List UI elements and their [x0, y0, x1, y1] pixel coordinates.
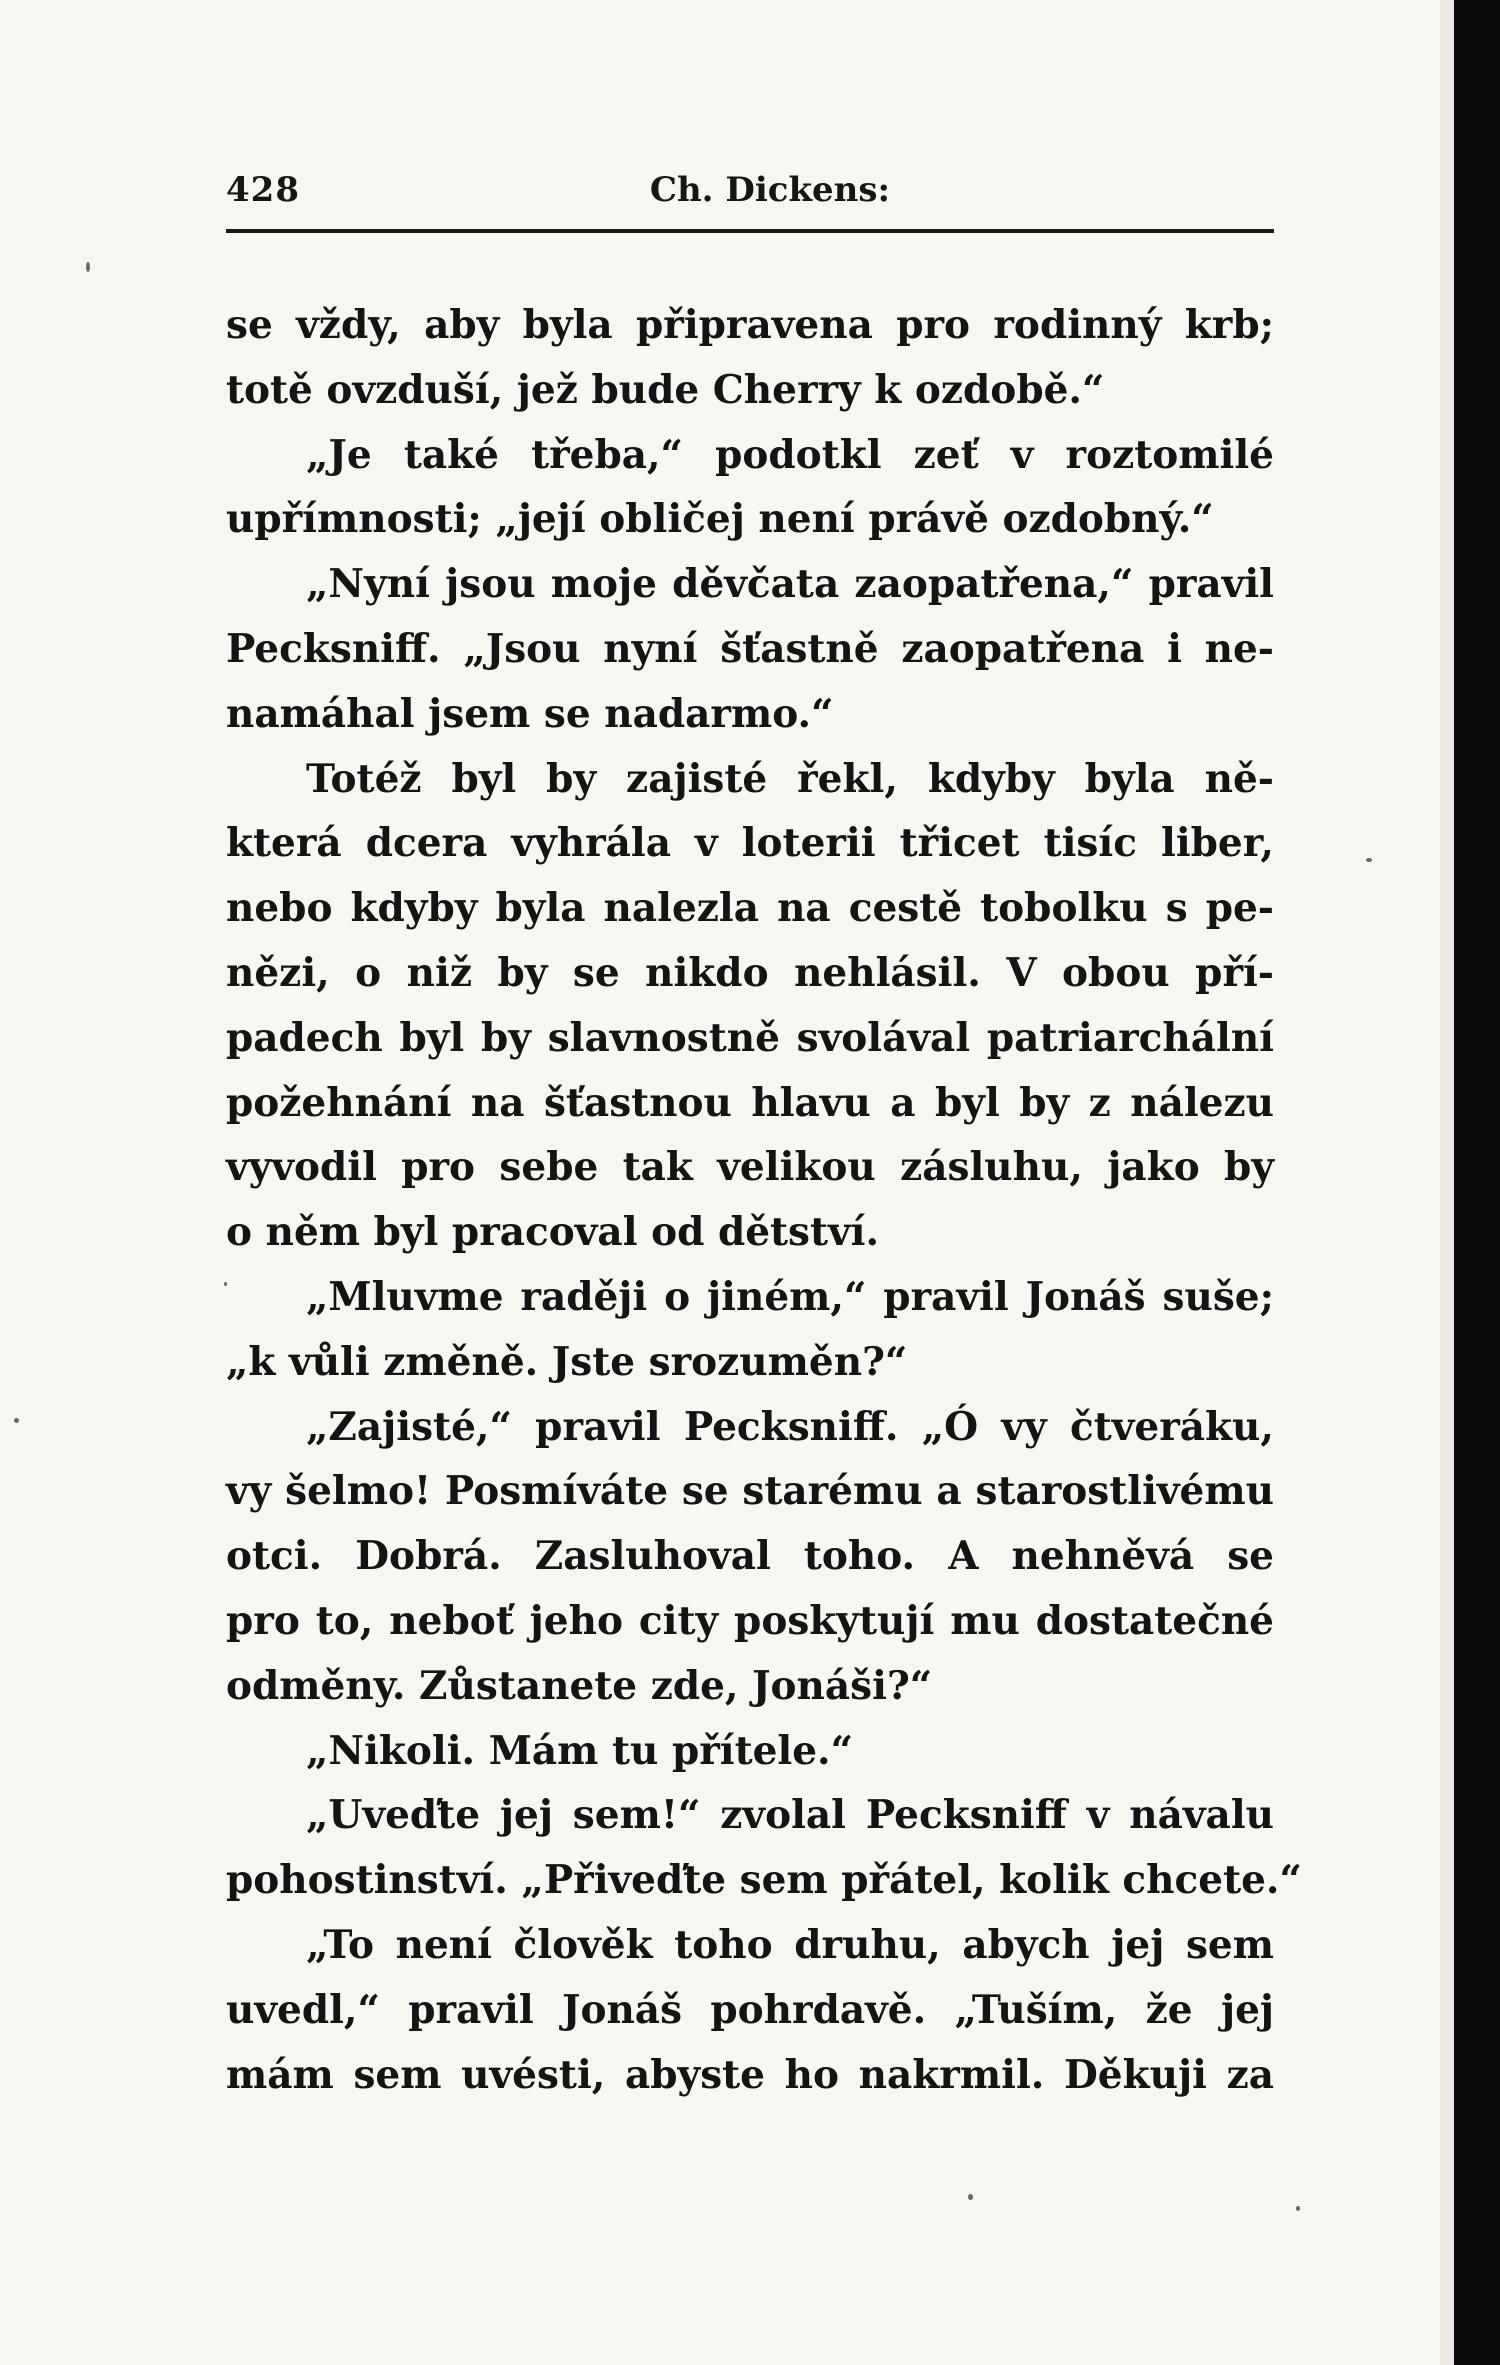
text-line: která dcera vyhrála v loterii třicet tisíc liber, [226, 820, 1274, 867]
text-line: „Uveďte jej sem!“ zvolal Pecksniff v návalu [306, 1792, 1274, 1839]
text-line: se vždy, aby byla připravena pro rodinný krb; [226, 302, 1274, 348]
page-number: 428 [226, 170, 300, 210]
text-line: požehnání na šťastnou hlavu a byl by z nálezu [226, 1079, 1274, 1126]
paper-speck [1296, 2206, 1300, 2211]
page-gutter [1440, 0, 1454, 2365]
body-text [226, 293, 1302, 2107]
text-line: nězi, o niž by se nikdo nehlásil. V obou pří- [226, 949, 1274, 996]
paper-speck [1366, 858, 1372, 862]
text-line: vyvodil pro sebe tak velikou zásluhu, jako by [226, 1144, 1274, 1191]
text-line: nebo kdyby byla nalezla na cestě tobolku s pe- [226, 885, 1274, 932]
text-line: Pecksniff. „Jsou nyní šťastně zaopatřena i ne- [226, 625, 1274, 672]
paper-speck [968, 2194, 973, 2200]
running-head: Ch. Dickens: [649, 170, 891, 210]
text-line: o něm byl pracoval od dětství. [226, 1209, 880, 1256]
text-line: „Zajisté,“ pravil Pecksniff. „Ó vy čtveráku, [306, 1403, 1274, 1450]
text-line: Totéž byl by zajisté řekl, kdyby byla ně- [306, 755, 1274, 802]
paper-speck [86, 262, 90, 272]
text-line: otci. Dobrá. Zasluhoval toho. A nehněvá se [226, 1533, 1274, 1580]
text-line: „Nikoli. Mám tu přítele.“ [306, 1727, 854, 1774]
text-line: pro to, neboť jeho city poskytují mu dostatečné [226, 1597, 1274, 1644]
text-line: uvedl,“ pravil Jonáš pohrdavě. „Tuším, že jej [226, 1986, 1274, 2033]
scan-edge [1454, 0, 1500, 2365]
header-rule [226, 229, 1274, 233]
text-line: upřímnosti; „její obličej není právě ozdobný.“ [226, 496, 1214, 543]
text-line: padech byl by slavnostně svolával patriarchální [226, 1014, 1274, 1061]
text-line: „k vůli změně. Jste srozuměn?“ [226, 1338, 908, 1385]
paper-speck [14, 1418, 19, 1423]
text-line: odměny. Zůstanete zde, Jonáši?“ [226, 1662, 933, 1709]
text-line: totě ovzduší, jež bude Cherry k ozdobě.“ [226, 366, 1105, 413]
text-line: „Nyní jsou moje děvčata zaopatřena,“ pravil [306, 561, 1274, 608]
text-line: namáhal jsem se nadarmo.“ [226, 690, 834, 737]
text-line: vy šelmo! Posmíváte se starému a starostlivému [226, 1468, 1274, 1515]
text-line: „Je také třeba,“ podotkl zeť v roztomilé [306, 431, 1274, 478]
paper-speck [224, 1282, 227, 1286]
page-header [226, 170, 1274, 226]
text-line: mám sem uvésti, abyste ho nakrmil. Děkuji za [226, 2051, 1274, 2098]
text-line: „To není člověk toho druhu, abych jej sem [306, 1921, 1274, 1968]
text-line: pohostinství. „Přiveďte sem přátel, kolik chcete.“ [226, 1857, 1302, 1904]
text-line: „Mluvme raději o jiném,“ pravil Jonáš suše; [306, 1273, 1274, 1320]
